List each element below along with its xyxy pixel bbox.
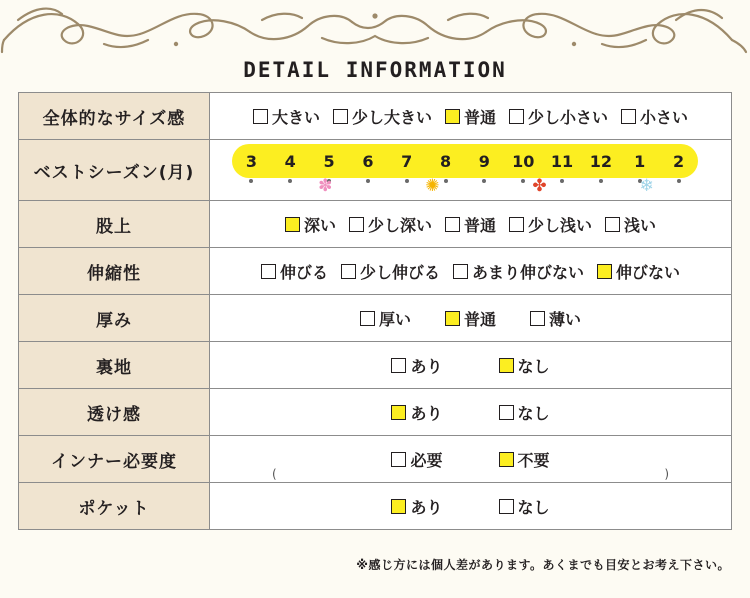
option-label: 普通 [463, 107, 496, 127]
option-rise-1[interactable] [349, 213, 432, 236]
checkbox-icon[interactable] [453, 264, 468, 279]
month-item: 9 [478, 151, 490, 171]
option-size-2[interactable] [445, 105, 496, 128]
checkbox-checked-icon[interactable] [391, 499, 406, 514]
checkbox-icon[interactable] [445, 217, 460, 232]
row-value-sheerness [210, 389, 732, 436]
option-rise-2[interactable] [445, 213, 496, 236]
note-paren-left: ( [272, 467, 277, 481]
option-label: あり [410, 497, 443, 517]
table-row [19, 140, 732, 201]
option-pocket-1[interactable] [499, 495, 550, 518]
option-lining-1[interactable] [499, 354, 550, 377]
option-sheerness-1[interactable] [499, 401, 550, 424]
row-value-inner-need [210, 436, 732, 483]
option-rise-3[interactable] [509, 213, 592, 236]
checkbox-icon[interactable] [605, 217, 620, 232]
checkbox-icon[interactable] [621, 109, 636, 124]
table-row [19, 295, 732, 342]
option-label: なし [517, 403, 550, 423]
month-item: 1 [634, 151, 646, 171]
row-label-inner-need: インナー必要度 [19, 436, 210, 483]
option-inner-need-1[interactable] [499, 448, 550, 471]
option-label: 普通 [463, 309, 496, 329]
checkbox-icon[interactable] [509, 217, 524, 232]
row-value-lining [210, 342, 732, 389]
table-row [19, 483, 732, 530]
option-sheerness-0[interactable] [391, 401, 442, 424]
maple-leaf-icon: ✤ [532, 176, 547, 196]
sunflower-icon: ✺ [425, 176, 440, 196]
note-paren-right: ) [664, 467, 669, 481]
month-item: 10 [512, 151, 535, 171]
row-value-pocket [210, 483, 732, 530]
row-label-pocket: ポケット [19, 483, 210, 530]
table-row [19, 248, 732, 295]
row-value-thickness [210, 295, 732, 342]
option-label: 少し浅い [528, 215, 593, 235]
option-label: 浅い [624, 215, 657, 235]
option-label: 小さい [640, 107, 689, 127]
option-label: 伸びない [616, 262, 681, 282]
row-label-thickness: 厚み [19, 295, 210, 342]
table-row [19, 342, 732, 389]
option-stretch-1[interactable] [341, 260, 440, 283]
option-rise-4[interactable] [605, 213, 656, 236]
option-stretch-3[interactable] [597, 260, 680, 283]
detail-information-table [18, 92, 732, 530]
month-item: 12 [589, 151, 612, 171]
table-row [19, 93, 732, 140]
option-label: なし [517, 356, 550, 376]
checkbox-icon[interactable] [509, 109, 524, 124]
option-label: あり [410, 356, 443, 376]
option-label: 少し小さい [528, 107, 609, 127]
row-value-season [210, 140, 732, 201]
option-rise-0[interactable] [285, 213, 336, 236]
option-label: 少し深い [367, 215, 432, 235]
checkbox-checked-icon[interactable] [285, 217, 300, 232]
option-label: 普通 [463, 215, 496, 235]
option-pocket-0[interactable] [391, 495, 442, 518]
row-label-size: 全体的なサイズ感 [19, 93, 210, 140]
option-size-3[interactable] [509, 105, 608, 128]
option-label: 深い [303, 215, 336, 235]
month-item: 4 [284, 151, 296, 171]
checkbox-icon[interactable] [530, 311, 545, 326]
cherry-blossom-icon: ✽ [318, 176, 333, 196]
month-item: 5 [323, 151, 335, 171]
option-label: 薄い [549, 309, 582, 329]
option-size-4[interactable] [621, 105, 688, 128]
table-row [19, 201, 732, 248]
checkbox-icon[interactable] [391, 358, 406, 373]
checkbox-checked-icon[interactable] [597, 264, 612, 279]
option-label: 伸びる [279, 262, 328, 282]
checkbox-icon[interactable] [261, 264, 276, 279]
option-label: 少し大きい [351, 107, 432, 127]
row-label-season: ベストシーズン(月) [19, 140, 210, 201]
option-stretch-2[interactable] [453, 260, 584, 283]
checkbox-checked-icon[interactable] [499, 452, 514, 467]
checkbox-icon[interactable] [349, 217, 364, 232]
option-label: なし [517, 497, 550, 517]
option-label: 不要 [517, 450, 550, 470]
option-lining-0[interactable] [391, 354, 442, 377]
option-size-1[interactable] [333, 105, 432, 128]
page-title: DETAIL INFORMATION [243, 58, 507, 82]
option-size-0[interactable] [253, 105, 320, 128]
option-label: 大きい [271, 107, 320, 127]
row-label-sheerness: 透け感 [19, 389, 210, 436]
table-row [19, 436, 732, 483]
option-thickness-2[interactable] [530, 307, 581, 330]
footnote-text: ※感じ方には個人差があります。あくまでも目安とお考え下さい。 [356, 558, 730, 572]
checkbox-icon[interactable] [499, 499, 514, 514]
checkbox-icon[interactable] [360, 311, 375, 326]
month-item: 11 [550, 151, 574, 171]
option-inner-need-0[interactable] [391, 448, 442, 471]
row-value-size [210, 93, 732, 140]
checkbox-icon[interactable] [333, 109, 348, 124]
month-item: 2 [672, 151, 685, 171]
checkbox-icon[interactable] [391, 452, 406, 467]
option-label: 厚い [378, 309, 411, 329]
checkbox-icon[interactable] [499, 405, 514, 420]
row-value-stretch [210, 248, 732, 295]
option-label: 必要 [410, 450, 443, 470]
snowflake-icon: ❄ [639, 176, 654, 196]
month-item: 3 [245, 151, 257, 171]
option-label: 少し伸びる [359, 262, 440, 282]
season-icon-row [232, 174, 698, 200]
month-item: 6 [362, 151, 374, 171]
checkbox-checked-icon[interactable] [445, 109, 460, 124]
table-row [19, 389, 732, 436]
row-label-stretch: 伸縮性 [19, 248, 210, 295]
checkbox-icon[interactable] [253, 109, 268, 124]
row-label-rise: 股上 [19, 201, 210, 248]
row-value-rise [210, 201, 732, 248]
month-item: 7 [401, 151, 413, 171]
option-stretch-0[interactable] [261, 260, 328, 283]
option-label: あまり伸びない [472, 262, 585, 282]
checkbox-checked-icon[interactable] [499, 358, 514, 373]
option-thickness-1[interactable] [445, 307, 496, 330]
season-month-list [232, 144, 698, 178]
checkbox-icon[interactable] [341, 264, 356, 279]
checkbox-checked-icon[interactable] [391, 405, 406, 420]
option-thickness-0[interactable] [360, 307, 411, 330]
month-item: 8 [439, 151, 452, 171]
option-label: あり [410, 403, 443, 423]
checkbox-checked-icon[interactable] [445, 311, 460, 326]
decorative-header-ornament [0, 0, 750, 56]
row-label-lining: 裏地 [19, 342, 210, 389]
